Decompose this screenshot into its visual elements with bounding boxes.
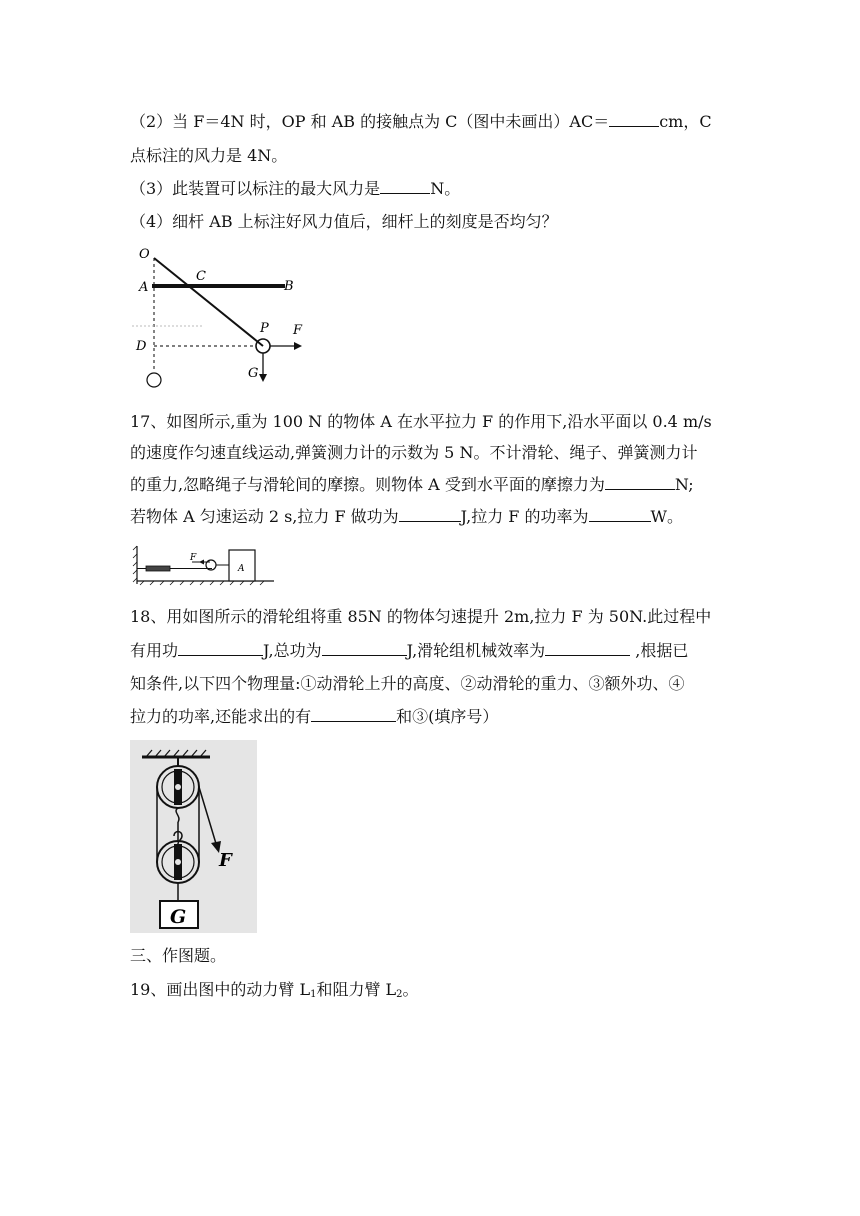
label-A: A — [139, 280, 149, 295]
q17-line-3: 的重力,忽略绳子与滑轮间的摩擦。则物体 A 受到水平面的摩擦力为 N; — [130, 475, 694, 494]
q17-line-2: 的速度作匀速直线运动,弹簧测力计的示数为 5 N。不计滑轮、绳子、弹簧测力计 — [130, 443, 698, 462]
pulley-block-diagram — [132, 542, 277, 588]
q18-line-4: 拉力的功率,还能求出的有 和③(填序号） — [130, 707, 499, 726]
label-A: A — [238, 564, 245, 574]
label-F: F — [190, 553, 197, 563]
label-B: B — [284, 279, 294, 294]
q17-line-1: 17、如图所示,重为 100 N 的物体 A 在水平拉力 F 的作用下,沿水平面以 0.4 m/s — [130, 412, 712, 431]
label-F: F — [219, 850, 232, 871]
section-heading: 三、作图题。 — [130, 946, 227, 965]
q19-line: 19、画出图中的动力臂 $L_1$和阻力臂 $L_2$。 — [130, 980, 419, 1000]
answer-blank[interactable] — [545, 639, 630, 656]
wind-force-diagram — [130, 240, 315, 395]
q16-line-2: 点标注的风力是 4N。 — [130, 146, 288, 165]
label-P: P — [260, 321, 269, 336]
label-G: G — [170, 906, 187, 928]
q16-line-4: （4）细杆 AB 上标注好风力值后，细杆上的刻度是否均匀？ — [130, 212, 558, 231]
answer-blank[interactable] — [399, 505, 461, 522]
pulley-system-diagram — [130, 740, 257, 933]
answer-blank[interactable] — [589, 505, 651, 522]
q18-line-3: 知条件,以下四个物理量:①动滑轮上升的高度、②动滑轮的重力、③额外功、④ — [130, 674, 685, 693]
answer-blank[interactable] — [380, 177, 430, 194]
label-C: C — [196, 269, 206, 284]
q17-line-4: 若物体 A 匀速运动 2 s,拉力 F 做功为 J,拉力 F 的功率为 W。 — [130, 507, 683, 526]
q16-line-3: （3）此装置可以标注的最大风力是 N。 — [130, 179, 461, 198]
answer-blank[interactable] — [322, 639, 407, 656]
label-G: G — [248, 366, 259, 381]
label-F: F — [293, 323, 303, 338]
q18-line-2: 有用功 J,总功为 J,滑轮组机械效率为 ,根据已 — [130, 641, 689, 660]
answer-blank[interactable] — [311, 705, 396, 722]
q16-line-1: （2）当 F＝4N 时，OP 和 AB 的接触点为 C（图中未画出）AC＝ cm，C — [130, 112, 712, 131]
label-D: D — [136, 339, 147, 354]
q18-line-1: 18、用如图所示的滑轮组将重 85N 的物体匀速提升 2m,拉力 F 为 50N.此过程中 — [130, 607, 712, 626]
answer-blank[interactable] — [605, 473, 675, 490]
answer-blank[interactable] — [609, 110, 659, 127]
label-O: O — [139, 247, 150, 262]
answer-blank[interactable] — [178, 639, 263, 656]
